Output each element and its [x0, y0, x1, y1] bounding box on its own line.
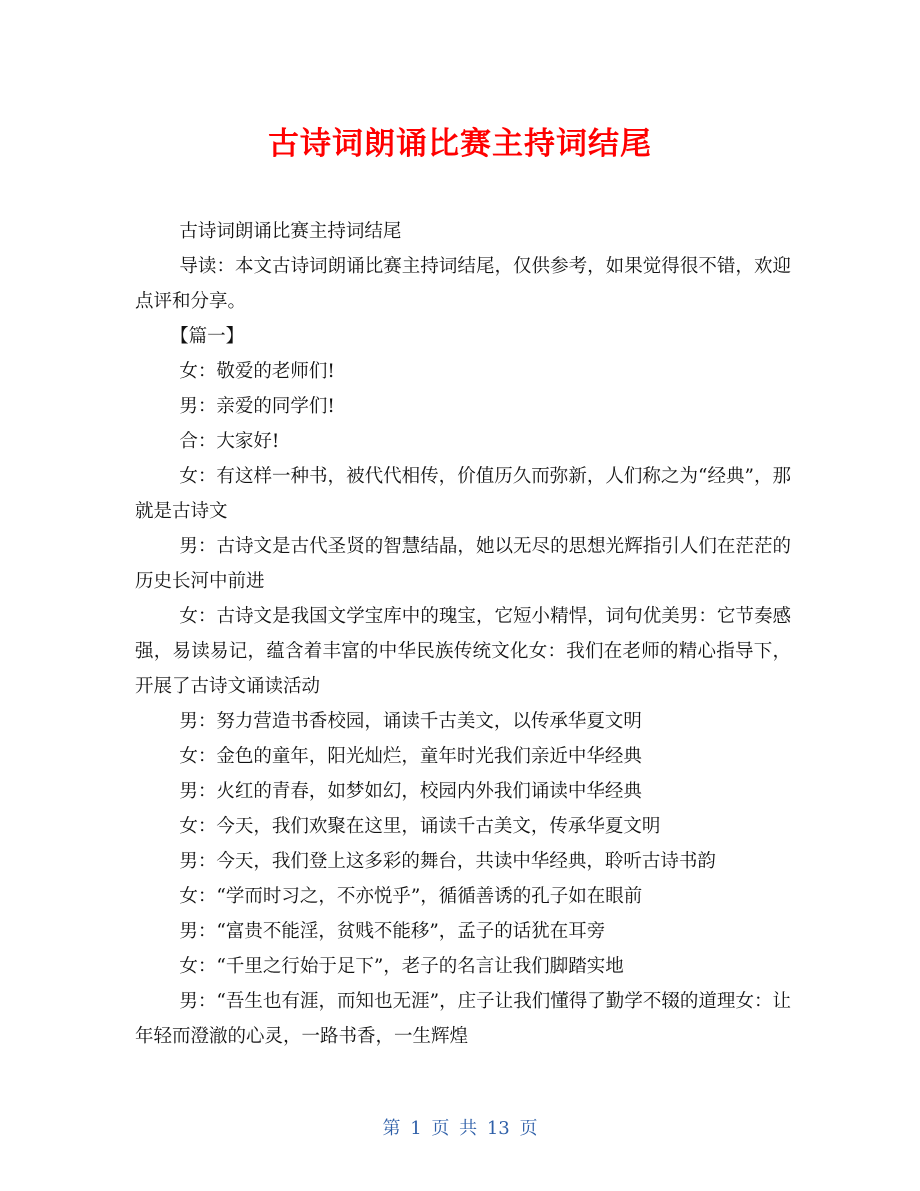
paragraph: 男：今天，我们登上这多彩的舞台，共读中华经典，聆听古诗书韵	[179, 851, 716, 872]
document-body	[135, 214, 791, 1054]
paragraph: 女：今天，我们欢聚在这里，诵读千古美文，传承华夏文明	[179, 816, 661, 837]
paragraph: 女：有这样一种书，被代代相传，价值历久而弥新，人们称之为“经典”，那就是古诗文	[135, 466, 791, 522]
paragraph: 女：“千里之行始于足下”，老子的名言让我们脚踏实地	[179, 956, 624, 977]
paragraph: 古诗词朗诵比赛主持词结尾	[179, 221, 402, 242]
paragraph: 男：“富贵不能淫，贫贱不能移”，孟子的话犹在耳旁	[179, 921, 606, 942]
section-heading: 【篇一】	[170, 326, 245, 347]
paragraph: 女：金色的童年，阳光灿烂，童年时光我们亲近中华经典	[179, 746, 642, 767]
paragraph: 女：“学而时习之，不亦悦乎”，循循善诱的孔子如在眼前	[179, 886, 643, 907]
paragraph: 女：敬爱的老师们!	[179, 361, 335, 382]
page-footer: 第 1 页 共 13 页	[382, 1118, 538, 1139]
paragraph: 男：亲爱的同学们!	[179, 396, 335, 417]
paragraph: 女：古诗文是我国文学宝库中的瑰宝，它短小精悍，词句优美男：它节奏感强，易读易记，蕴含着丰富的中华民族传统文化女：我们在老师的精心指导下，开展了古诗文诵读活动	[135, 606, 791, 697]
paragraph: 合：大家好!	[179, 431, 280, 452]
paragraph: 男：“吾生也有涯，而知也无涯”，庄子让我们懂得了勤学不辍的道理女：让年轻而澄澈的心灵，一路书香，一生辉煌	[135, 991, 791, 1047]
document-title: 古诗词朗诵比赛主持词结尾	[268, 126, 652, 162]
paragraph: 男：火红的青春，如梦如幻，校园内外我们诵读中华经典	[179, 781, 642, 802]
paragraph: 导读：本文古诗词朗诵比赛主持词结尾，仅供参考，如果觉得很不错，欢迎点评和分享。	[135, 256, 791, 312]
paragraph: 男：努力营造书香校园，诵读千古美文，以传承华夏文明	[179, 711, 642, 732]
paragraph: 男：古诗文是古代圣贤的智慧结晶，她以无尽的思想光辉指引人们在茫茫的历史长河中前进	[135, 536, 791, 592]
